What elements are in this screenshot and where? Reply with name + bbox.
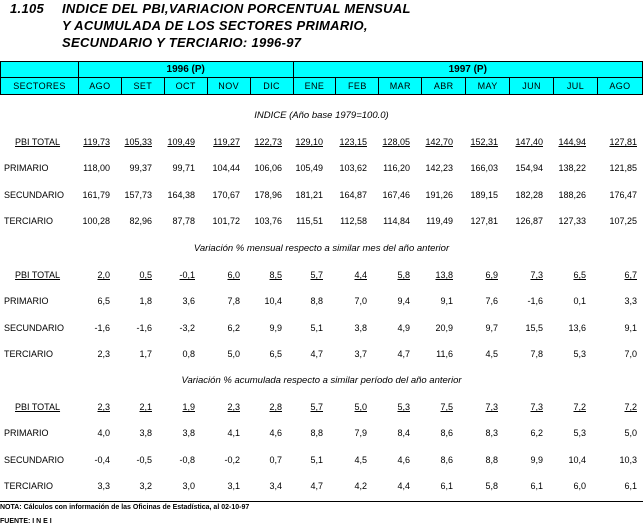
cell-value: 7,0 [354,296,367,306]
table-row [0,481,643,494]
cell-value: 7,5 [440,402,453,412]
cell-value: 6,1 [440,481,453,491]
cell-value: 2,0 [97,270,110,280]
cell-value: 6,9 [485,270,498,280]
cell-value: 9,1 [440,296,453,306]
table-row [0,190,643,203]
cell-value: 4,6 [269,428,282,438]
cell-value: 15,5 [525,323,543,333]
cell-value: 7,8 [530,349,543,359]
cell-value: 7,2 [624,402,637,412]
month-header: OCT [164,78,207,95]
cell-value: 8,6 [440,428,453,438]
cell-value: 103,76 [254,216,282,226]
cell-value: -1,6 [94,323,110,333]
month-header: JUL [554,78,598,95]
sectores-header-top [1,62,79,78]
cell-value: 6,1 [530,481,543,491]
cell-value: 4,5 [485,349,498,359]
cell-value: 8,8 [485,455,498,465]
cell-value: 7,0 [624,349,637,359]
cell-value: 3,7 [354,349,367,359]
footer-note: NOTA: Cálculos con información de las Oficinas de Estadística, al 02-10-97 [0,504,250,511]
month-header: ENE [293,78,336,95]
cell-value: 11,6 [436,349,453,359]
cell-value: 2,1 [139,402,152,412]
cell-value: -1,6 [136,323,152,333]
cell-value: 99,37 [129,163,152,173]
cell-value: 5,3 [573,428,586,438]
table-row [0,455,643,468]
cell-value: 123,15 [339,137,367,147]
row-label: SECUNDARIO [4,323,65,333]
cell-value: 4,5 [354,455,367,465]
cell-value: 0,7 [269,455,282,465]
cell-value: 129,10 [295,137,323,147]
cell-value: 13,8 [435,270,453,280]
cell-value: 7,6 [485,296,498,306]
cell-value: 154,94 [515,163,543,173]
cell-value: 164,87 [339,190,367,200]
title-line-2: Y ACUMULADA DE LOS SECTORES PRIMARIO, [62,18,368,33]
table-row [0,216,643,229]
cell-value: 4,1 [227,428,240,438]
cell-value: 7,3 [485,402,498,412]
cell-value: 2,3 [97,402,110,412]
cell-value: 82,96 [129,216,152,226]
cell-value: 5,8 [397,270,410,280]
cell-value: 122,73 [254,137,282,147]
cell-value: 6,5 [97,296,110,306]
cell-value: 115,51 [296,216,323,226]
cell-value: 5,1 [310,323,323,333]
cell-value: 170,67 [212,190,240,200]
cell-value: 8,5 [269,270,282,280]
cell-value: 9,1 [624,323,637,333]
cell-value: 1,7 [139,349,152,359]
cell-value: 9,9 [530,455,543,465]
cell-value: 3,8 [354,323,367,333]
cell-value: 166,03 [470,163,498,173]
section-heading: INDICE (Año base 1979=100.0) [254,110,389,121]
cell-value: -0,5 [136,455,152,465]
cell-value: 4,7 [310,349,323,359]
cell-value: 2,3 [227,402,240,412]
month-header: MAY [466,78,510,95]
cell-value: 6,5 [573,270,586,280]
title-line-3: SECUNDARIO Y TERCIARIO: 1996-97 [62,35,302,50]
cell-value: 127,81 [609,137,637,147]
cell-value: 118,00 [83,163,110,173]
cell-value: 100,28 [82,216,110,226]
row-label: PBI TOTAL [15,402,61,412]
cell-value: -3,2 [179,323,195,333]
cell-value: 109,49 [167,137,195,147]
cell-value: 191,26 [425,190,453,200]
cell-value: 6,2 [530,428,543,438]
table-row [0,270,643,283]
cell-value: 104,44 [212,163,240,173]
cell-value: 10,4 [264,296,282,306]
row-label: PRIMARIO [4,296,49,306]
cell-value: 116,20 [383,163,410,173]
cell-value: 105,33 [124,137,152,147]
header-table [0,61,643,95]
table-row [0,137,643,150]
footer-divider [0,501,643,502]
cell-value: 5,0 [227,349,240,359]
row-label: SECUNDARIO [4,455,65,465]
cell-value: 7,9 [354,428,367,438]
cell-value: 107,25 [609,216,637,226]
cell-value: 152,31 [470,137,498,147]
cell-value: 3,3 [97,481,110,491]
cell-value: 105,49 [295,163,323,173]
cell-value: -1,6 [527,296,543,306]
cell-value: 8,8 [310,296,323,306]
row-label: PBI TOTAL [15,270,61,280]
row-label: PRIMARIO [4,163,49,173]
cell-value: 5,3 [573,349,586,359]
cell-value: 1,8 [139,296,152,306]
cell-value: 99,71 [172,163,195,173]
title-line-1: INDICE DEL PBI,VARIACION PORCENTUAL MENSUAL [62,1,411,16]
table-number: 1.105 [10,1,45,16]
table-row [0,428,643,441]
cell-value: -0,2 [224,455,240,465]
row-label: PRIMARIO [4,428,49,438]
cell-value: 2,3 [97,349,110,359]
cell-value: 4,7 [397,349,410,359]
cell-value: 7,3 [530,402,543,412]
cell-value: -0,8 [179,455,195,465]
cell-value: 4,6 [397,455,410,465]
cell-value: 1,9 [182,402,195,412]
cell-value: -0,4 [94,455,110,465]
cell-value: 103,62 [339,163,367,173]
cell-value: 4,4 [397,481,410,491]
table-row [0,349,643,362]
cell-value: 144,94 [558,137,586,147]
cell-value: 161,79 [82,190,110,200]
month-header: DIC [250,78,293,95]
cell-value: 106,06 [254,163,282,173]
sectores-header: SECTORES [1,78,79,95]
cell-value: 142,23 [425,163,453,173]
cell-value: 2,8 [269,402,282,412]
cell-value: 9,4 [397,296,410,306]
table-row [0,402,643,415]
cell-value: 3,3 [624,296,637,306]
cell-value: 0,8 [182,349,195,359]
section-heading: Variación % mensual respecto a similar mes del año anterior [193,243,450,254]
cell-value: 119,27 [213,137,240,147]
cell-value: 114,84 [383,216,410,226]
row-label: SECUNDARIO [4,190,65,200]
cell-value: 20,9 [435,323,453,333]
month-header: JUN [510,78,554,95]
cell-value: 3,8 [139,428,152,438]
cell-value: 3,2 [139,481,152,491]
month-header: ABR [422,78,466,95]
row-label: TERCIARIO [4,481,54,491]
cell-value: 87,78 [172,216,195,226]
table-row [0,323,643,336]
month-header: SET [121,78,164,95]
cell-value: 7,2 [573,402,586,412]
cell-value: 5,7 [310,402,323,412]
cell-value: 4,2 [354,481,367,491]
cell-value: 176,47 [609,190,637,200]
cell-value: 101,72 [212,216,240,226]
cell-value: 157,73 [124,190,152,200]
cell-value: 182,28 [515,190,543,200]
cell-value: 6,5 [269,349,282,359]
month-header: FEB [336,78,379,95]
year-1996-header: 1996 (P) [78,62,293,78]
cell-value: 3,6 [182,296,195,306]
cell-value: 112,58 [340,216,367,226]
cell-value: 5,8 [485,481,498,491]
cell-value: 7,8 [227,296,240,306]
cell-value: 4,9 [397,323,410,333]
cell-value: 3,4 [269,481,282,491]
cell-value: 147,40 [515,137,543,147]
cell-value: 8,6 [440,455,453,465]
cell-value: 5,0 [624,428,637,438]
cell-value: 6,2 [227,323,240,333]
cell-value: 10,3 [619,455,637,465]
table-row [0,296,643,309]
cell-value: 5,1 [310,455,323,465]
cell-value: 142,70 [425,137,453,147]
table-row [0,163,643,176]
cell-value: 4,7 [310,481,323,491]
cell-value: 8,8 [310,428,323,438]
cell-value: 8,4 [397,428,410,438]
month-header: AGO [597,78,642,95]
cell-value: 128,05 [382,137,410,147]
cell-value: 6,1 [624,481,637,491]
cell-value: 178,96 [254,190,282,200]
cell-value: 10,4 [568,455,586,465]
cell-value: 127,81 [470,216,498,226]
cell-value: 6,0 [573,481,586,491]
cell-value: 4,4 [354,270,367,280]
cell-value: 5,3 [397,402,410,412]
cell-value: 138,22 [558,163,586,173]
report-title [10,0,411,51]
cell-value: 126,87 [515,216,543,226]
cell-value: 127,33 [558,216,586,226]
cell-value: 188,26 [558,190,586,200]
month-header: NOV [207,78,250,95]
cell-value: 119,49 [426,216,453,226]
cell-value: 121,85 [609,163,637,173]
cell-value: 3,8 [182,428,195,438]
row-label: TERCIARIO [4,349,54,359]
row-label: PBI TOTAL [15,137,61,147]
cell-value: 6,0 [227,270,240,280]
cell-value: 9,7 [485,323,498,333]
cell-value: 8,3 [485,428,498,438]
year-1997-header: 1997 (P) [293,62,642,78]
footer-source: FUENTE: I N E I [0,518,52,525]
cell-value: 167,46 [382,190,410,200]
cell-value: 164,38 [167,190,195,200]
cell-value: 5,0 [354,402,367,412]
cell-value: 6,7 [624,270,637,280]
cell-value: 181,21 [295,190,323,200]
cell-value: 0,5 [139,270,152,280]
cell-value: 119,73 [83,137,110,147]
section-heading: Variación % acumulada respecto a similar período del año anterior [181,375,462,386]
cell-value: 3,1 [227,481,240,491]
cell-value: 5,7 [310,270,323,280]
cell-value: 4,0 [97,428,110,438]
cell-value: 9,9 [269,323,282,333]
cell-value: 189,15 [470,190,498,200]
row-label: TERCIARIO [4,216,54,226]
cell-value: 0,1 [573,296,586,306]
cell-value: 7,3 [530,270,543,280]
month-header: MAR [379,78,422,95]
month-header: AGO [78,78,121,95]
cell-value: -0,1 [179,270,195,280]
cell-value: 3,0 [182,481,195,491]
cell-value: 13,6 [568,323,586,333]
